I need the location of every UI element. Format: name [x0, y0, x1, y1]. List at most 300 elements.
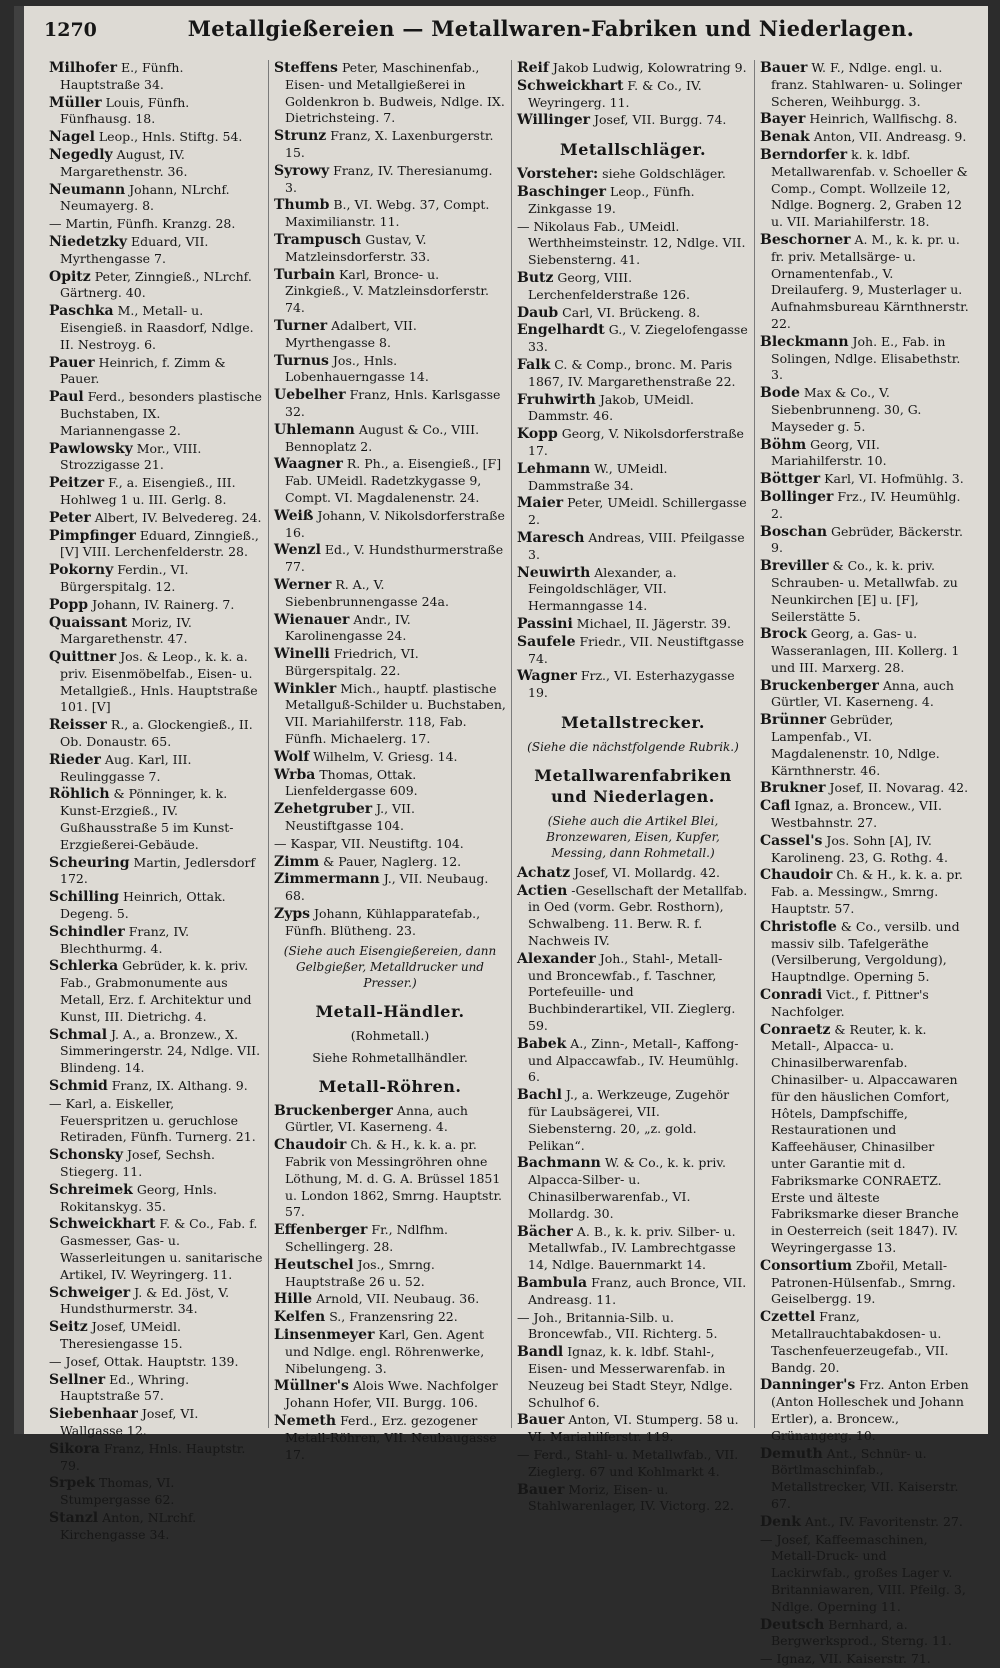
entry-details: — Kaspar, VII. Neustiftg. 104.	[274, 835, 464, 851]
directory-entry	[49, 475, 263, 509]
entry-details: R. A., V. Siebenbrunnengasse 24a.	[285, 576, 449, 609]
directory-entry	[49, 1475, 263, 1509]
directory-entry	[760, 867, 969, 917]
entry-name: Reisser	[49, 717, 107, 734]
directory-entry	[49, 355, 263, 389]
entry-name: Pawlowsky	[49, 440, 133, 457]
directory-entry	[760, 1258, 969, 1308]
entry-name: Winelli	[274, 646, 330, 663]
entry-details: Ignaz, k. k. ldbf. Stahl-, Eisen- und Messerwarenfab. in Neuzeug bei Stadt Steyr, Ndlge. Schulhof 6.	[528, 1344, 733, 1410]
directory-entry	[760, 437, 969, 471]
directory-entry	[274, 871, 506, 905]
entry-name: Czettel	[760, 1309, 816, 1326]
directory-entry	[517, 219, 749, 269]
entry-name: Quittner	[49, 649, 117, 666]
directory-entry	[49, 1078, 263, 1095]
directory-entry	[274, 232, 506, 266]
directory-entry	[49, 889, 263, 923]
entry-details: — Ferd., Stahl- u. Metallwfab., VII. Zieglerg. 67 und Kohlmarkt 4.	[517, 1446, 739, 1479]
directory-entry	[760, 1377, 969, 1444]
entry-name: Daub	[517, 304, 559, 321]
entry-name: Turbain	[274, 266, 336, 283]
directory-entry	[517, 565, 749, 615]
directory-entry	[274, 197, 506, 231]
entry-name: Falk	[517, 356, 551, 373]
entry-name: Srpek	[49, 1475, 95, 1492]
entry-details: Martin, Jedlersdorf 172.	[60, 854, 256, 887]
column-3	[512, 60, 755, 1514]
entry-details: Johann, NLrchf. Neumayerg. 8.	[60, 181, 230, 214]
entry-name: Breviller	[760, 558, 829, 575]
entry-name: Demuth	[760, 1445, 823, 1462]
directory-entry	[760, 232, 969, 333]
entry-name: Schreimek	[49, 1181, 133, 1198]
entry-details: Johann, V. Nikolsdorferstraße 16.	[285, 507, 505, 540]
entry-name: Weiß	[274, 507, 314, 524]
entry-name: Brünner	[760, 712, 827, 729]
entry-name: Sellner	[49, 1371, 106, 1388]
directory-entry	[760, 678, 969, 712]
directory-entry	[49, 510, 263, 527]
entry-details: Wilhelm, V. Griesg. 14.	[313, 748, 458, 764]
directory-entry	[49, 1147, 263, 1181]
directory-entry	[760, 626, 969, 676]
entry-name: Deutsch	[760, 1616, 825, 1633]
entry-details: Heinrich, f. Zimm & Pauer.	[60, 354, 226, 387]
directory-entry	[517, 112, 749, 129]
entry-details: Josef, VI. Mollardg. 42.	[574, 864, 721, 880]
entry-name: Achatz	[517, 864, 571, 881]
entry-details: — Josef, Ottak. Hauptstr. 139.	[49, 1353, 239, 1369]
entry-name: Bruckenberger	[274, 1102, 393, 1119]
entry-name: Zehetgruber	[274, 801, 373, 818]
directory-entry	[274, 681, 506, 748]
section-heading-metallwaren: Metallwarenfabriken und Niederlagen.	[534, 765, 732, 806]
directory-entry	[274, 836, 506, 853]
entry-details: Adalbert, VII. Myrthengasse 8.	[285, 317, 417, 350]
entry-name: Milhofer	[49, 60, 117, 76]
entry-details: Peter, Zinngieß., NLrchf. Gärtnerg. 40.	[60, 268, 252, 301]
entry-details: siehe Goldschläger.	[602, 166, 726, 182]
entry-details: Louis, Fünfh. Fünfhausg. 18.	[60, 94, 190, 127]
directory-entry	[517, 184, 749, 218]
entry-name: Bayer	[760, 111, 806, 128]
entry-details: Peter, UMeidl. Schillergasse 2.	[528, 495, 747, 528]
entry-name: Bauer	[517, 1481, 565, 1498]
entry-name: Opitz	[49, 268, 91, 285]
entry-details: Thomas, VI. Stumpergasse 62.	[60, 1475, 175, 1508]
entry-details: Franz, auch Bronce, VII. Andreasg. 11.	[528, 1275, 747, 1307]
entry-details: Carl, VI. Brückeng. 8.	[562, 304, 701, 320]
entry-name: Schmal	[49, 1026, 108, 1043]
directory-entry	[274, 906, 506, 940]
entry-details: Ant., IV. Favoritenstr. 27.	[804, 1513, 963, 1529]
entry-details: Eduard, VII. Myrthengasse 7.	[60, 233, 209, 266]
entry-details: Bernhard, a. Bergwerksprod., Sterng. 11.	[771, 1616, 952, 1649]
entry-details: M., Metall- u. Eisengieß. in Raasdorf, Ndlge. II. Nestroyg. 6.	[60, 303, 254, 352]
entry-name: Babek	[517, 1035, 567, 1052]
entry-name: Nemeth	[274, 1412, 337, 1429]
entry-details: Gebrüder, k. k. priv. Fab., Grabmonumente aus Metall, Erz. f. Architektur und Kunst, III. Dietrichg. 4.	[60, 958, 252, 1024]
directory-entry	[49, 1096, 263, 1146]
directory-entry	[760, 1617, 969, 1651]
see-also-note: (Siehe auch Eisengießereien, dann Gelbgießer, Metalldrucker und Presser.)	[283, 943, 497, 990]
directory-entry	[49, 649, 263, 716]
entry-details: Anna, auch Gürtler, VI. Kaserneng. 4.	[285, 1102, 468, 1135]
entry-name: Schmid	[49, 1078, 108, 1095]
entry-name: Cassel's	[760, 832, 823, 849]
entry-details: -Gesellschaft der Metallfab. in Oed (vorm. Gebr. Rosthorn), Schwalbeng. 11. Berw. R. f. Nachweis IV.	[528, 882, 748, 949]
entry-details: F., a. Eisengieß., III. Hohlweg 1 u. III. Gerlg. 8.	[60, 475, 236, 507]
entry-details: Ferd., Erz. gezogener Metall-Röhren, VII. Neubaugasse 17.	[285, 1412, 497, 1462]
entry-name: Zyps	[274, 906, 311, 923]
entry-details: Ed., Whring. Hauptstraße 57.	[60, 1371, 190, 1404]
directory-entry	[274, 767, 506, 801]
entry-details: Ch. & H., k. k. a. pr. Fab. a. Messingw., Smrng. Hauptstr. 57.	[771, 867, 963, 917]
entry-details: Frz., IV. Heumühlg. 2.	[771, 488, 961, 521]
directory-entry	[760, 334, 969, 384]
entry-name: Schindler	[49, 923, 125, 940]
directory-entry	[49, 615, 263, 649]
entry-details: Leop., Hnls. Stiftg. 54.	[98, 129, 243, 145]
directory-entry	[274, 353, 506, 387]
entry-details: Aug. Karl, III. Reulinggasse 7.	[60, 751, 192, 784]
entry-details: Ed., V. Hundsthurmerstraße 77.	[285, 542, 504, 575]
entry-name: Saufele	[517, 633, 576, 650]
directory-entry	[517, 166, 749, 183]
directory-entry	[517, 1310, 749, 1344]
entry-name: Bleckmann	[760, 333, 849, 350]
entry-name: Benak	[760, 129, 810, 146]
entry-details: Gebrüder, Lampenfab., VI. Magdalenenstr. 10, Ndlge. Kärnthnerstr. 46.	[771, 712, 940, 778]
entry-name: Berndorfer	[760, 146, 848, 163]
entry-details: W., UMeidl. Dammstraße 34.	[528, 460, 668, 493]
entry-details: Ignaz, a. Broncew., VII. Westbahnstr. 27.	[771, 798, 942, 831]
directory-entry	[274, 318, 506, 352]
directory-entry	[274, 577, 506, 611]
entry-details: Vict., f. Pittner's Nachfolger.	[771, 987, 929, 1019]
section-heading-metall-roehren: Metall-Röhren.	[318, 1076, 462, 1096]
entry-name: Negedly	[49, 146, 113, 163]
directory-entry	[274, 1413, 506, 1463]
entry-name: Maier	[517, 495, 564, 512]
entry-details: Leop., Fünfh. Zinkgasse 19.	[528, 183, 695, 216]
entry-details: Ch. & H., k. k. a. pr. Fabrik von Messingröhren ohne Löthung, M. d. G. A. Brüssel 1851 u. London 1862, Smrng. Hauptstr. 57.	[285, 1137, 503, 1220]
directory-entry	[517, 1482, 749, 1516]
entry-name: Sikora	[49, 1440, 100, 1457]
entry-name: Werner	[274, 576, 332, 593]
directory-entry	[760, 147, 969, 231]
entry-name: Rieder	[49, 751, 101, 768]
entry-details: Zbořil, Metall-Patronen-Hülsenfab., Smrng. Geiselbergg. 19.	[771, 1257, 956, 1307]
entry-details: Moriz, IV. Margarethenstr. 47.	[60, 614, 192, 647]
entry-name: Paul	[49, 389, 84, 406]
directory-entry	[517, 1036, 749, 1086]
directory-entry	[517, 305, 749, 322]
running-title: Metallgießereien — Metallwaren-Fabriken und Niederlagen.	[187, 16, 915, 41]
directory-entry	[760, 524, 969, 558]
entry-name: Schlerka	[49, 958, 119, 975]
entry-details: Fr., Ndlfhm. Schellingerg. 28.	[285, 1222, 449, 1255]
entry-details: Heinrich, Ottak. Degeng. 5.	[60, 889, 226, 922]
directory-entry	[517, 951, 749, 1035]
directory-entry	[760, 60, 969, 110]
entry-details: Georg, VII. Mariahilferstr. 10.	[771, 436, 887, 469]
directory-entry	[274, 60, 506, 127]
entry-details: Jakob, UMeidl. Dammstr. 46.	[528, 391, 695, 424]
directory-entry	[274, 163, 506, 197]
directory-entry	[49, 1216, 263, 1283]
directory-entry	[49, 1510, 263, 1544]
entry-name: Neumann	[49, 181, 126, 198]
entry-name: Peter	[49, 509, 91, 526]
entry-name: Maresch	[517, 529, 585, 546]
entry-details: Frz., VI. Esterhazygasse 19.	[528, 668, 735, 701]
entry-details: August, IV. Margarethenstr. 36.	[60, 146, 188, 179]
entry-name: Waagner	[274, 456, 343, 473]
directory-entry	[274, 1257, 506, 1291]
column-4	[755, 60, 974, 1667]
entry-name: Engelhardt	[517, 322, 605, 339]
directory-entry	[517, 270, 749, 304]
directory-entry	[49, 216, 263, 233]
directory-entry	[274, 1378, 506, 1412]
entry-details: Joh. E., Fab. in Solingen, Ndlge. Elisabethstr. 3.	[771, 333, 961, 383]
entry-name: Wrba	[274, 766, 316, 783]
directory-entry	[760, 471, 969, 488]
entry-details: Ferdin., VI. Bürgerspitalg. 12.	[60, 562, 189, 594]
entry-details: Jos. Sohn [A], IV. Karolineng. 23, G. Rothg. 4.	[771, 832, 948, 865]
directory-entry	[49, 752, 263, 786]
see-also-note: (Siehe die nächstfolgende Rubrik.)	[527, 739, 739, 754]
entry-details: Karl, Gen. Agent und Ndlge. engl. Röhrenwerke, Nibelungeng. 3.	[285, 1327, 485, 1376]
directory-entry	[760, 919, 969, 986]
entry-details: Friedrich, VI. Bürgerspitalg. 22.	[285, 646, 419, 678]
entry-details: August & Co., VIII. Bennoplatz 2.	[285, 421, 480, 454]
entry-name: Seitz	[49, 1319, 88, 1336]
entry-name: Chaudoir	[760, 867, 833, 884]
entry-name: Bode	[760, 385, 800, 402]
directory-entry	[517, 461, 749, 495]
directory-entry	[760, 385, 969, 435]
directory-entry	[274, 542, 506, 576]
directory-entry	[274, 456, 506, 506]
directory-entry	[760, 1514, 969, 1531]
entry-details: Franz, Metallrauchtabakdosen- u. Taschenfeuerzeugefab., VII. Bandg. 20.	[771, 1309, 949, 1375]
entry-details: Josef, Sechsh. Stiegerg. 11.	[60, 1147, 215, 1179]
entry-details: Arnold, VII. Neubaug. 36.	[316, 1291, 480, 1307]
directory-entry	[760, 489, 969, 523]
entry-details: & Pönninger, k. k. Kunst-Erzgieß., IV. Gußhausstraße 5 im Kunst-Erzgießerei-Gebäude.	[60, 786, 234, 852]
entry-details: Mor., VIII. Strozzigasse 21.	[60, 440, 202, 473]
entry-details: J., VII. Neubaug. 68.	[285, 871, 489, 904]
entry-name: Actien	[517, 882, 568, 899]
entry-name: Quaissant	[49, 614, 128, 631]
directory-page	[14, 6, 988, 1667]
entry-name: Lehmann	[517, 460, 591, 477]
section-heading-metallstrecker: Metallstrecker.	[561, 712, 705, 732]
entry-name: Böttger	[760, 471, 821, 488]
directory-entry	[760, 798, 969, 832]
entry-name: Wagner	[517, 668, 577, 685]
directory-entry	[760, 111, 969, 128]
entry-details: Gustav, V. Matzleinsdorferstr. 33.	[285, 231, 431, 264]
entry-details: Johann, Kühlapparatefab., Fünfh. Blütheng. 23.	[285, 906, 481, 938]
entry-name: Müllner's	[274, 1378, 349, 1395]
entry-name: Butz	[517, 269, 554, 286]
entry-name: Linsenmeyer	[274, 1327, 375, 1343]
directory-entry	[517, 357, 749, 391]
entry-details: B., VI. Webg. 37, Compt. Maximilianstr. 11.	[285, 197, 490, 230]
entry-details: R. Ph., a. Eisengieß., [F] Fab. UMeidl. Radetzkygasse 9, Compt. VI. Magdalenenstr. 24.	[285, 456, 502, 505]
directory-entry	[274, 1309, 506, 1326]
directory-entry	[760, 1651, 969, 1668]
directory-entry	[49, 269, 263, 303]
entry-details: Franz, IX. Althang. 9.	[111, 1078, 248, 1094]
entry-name: Bruckenberger	[760, 677, 879, 694]
entry-name: Kopp	[517, 426, 558, 443]
entry-details: Anton, VI. Stumperg. 58 u. VI. Mariahilferstr. 119.	[528, 1412, 739, 1445]
entry-details: Eduard, Zinngieß., [V] VIII. Lerchenfelderstr. 28.	[60, 527, 259, 560]
entry-details: J. & Ed. Jöst, V. Hundsthurmerstr. 34.	[60, 1284, 230, 1317]
entry-details: Gebrüder, Bäckerstr. 9.	[771, 523, 963, 556]
section-subheading: (Rohmetall.)	[350, 1027, 430, 1043]
directory-entry	[49, 855, 263, 889]
directory-entry	[49, 597, 263, 614]
directory-entry	[49, 129, 263, 146]
directory-entry	[49, 924, 263, 958]
entry-details: Georg, Hnls. Rokitanskyg. 35.	[60, 1181, 217, 1214]
directory-entry	[274, 128, 506, 162]
entry-details: Andr., IV. Karolinengasse 24.	[285, 611, 411, 644]
entry-details: W. F., Ndlge. engl. u. franz. Stahlwaren- u. Solinger Scheren, Weihburgg. 3.	[771, 60, 963, 109]
directory-entry	[49, 303, 263, 353]
directory-entry	[274, 749, 506, 766]
entry-details: A., Zinn-, Metall-, Kaffong- und Alpaccawfab., IV. Heumühlg. 6.	[528, 1035, 739, 1085]
entry-name: Trampusch	[274, 231, 362, 248]
entry-details: Josef, II. Novarag. 42.	[829, 780, 969, 796]
entry-name: Stanzl	[49, 1509, 99, 1526]
directory-entry	[517, 1344, 749, 1411]
directory-entry	[517, 78, 749, 112]
entry-name: Bächer	[517, 1223, 573, 1240]
entry-name: Schweickhart	[49, 1216, 156, 1233]
entry-name: Denk	[760, 1513, 801, 1530]
directory-entry	[49, 1182, 263, 1216]
entry-details: E., Fünfh. Hauptstraße 34.	[60, 60, 184, 92]
entry-name: Neuwirth	[517, 564, 591, 581]
directory-entry	[274, 267, 506, 317]
directory-entry	[517, 883, 749, 950]
directory-entry	[274, 854, 506, 871]
directory-entry	[274, 801, 506, 835]
directory-entry	[517, 668, 749, 702]
directory-entry	[49, 1354, 263, 1371]
entry-name: Brukner	[760, 780, 826, 797]
directory-entry	[517, 322, 749, 356]
entry-name: Pauer	[49, 354, 95, 371]
entry-name: Syrowy	[274, 162, 330, 179]
entry-name: Bollinger	[760, 488, 834, 505]
entry-details: R., a. Glockengieß., II. Ob. Donaustr. 65.	[60, 717, 253, 750]
directory-entry	[49, 1406, 263, 1440]
directory-entry	[274, 508, 506, 542]
directory-entry	[760, 833, 969, 867]
directory-entry	[274, 387, 506, 421]
entry-details: — Joh., Britannia-Silb. u. Broncewfab., VII. Richterg. 5.	[517, 1309, 718, 1342]
entry-details: Heinrich, Wallfischg. 8.	[809, 111, 958, 127]
entry-name: Conradi	[760, 987, 823, 1004]
entry-details: Moriz, Eisen- u. Stahlwarenlager, IV. Victorg. 22.	[528, 1481, 734, 1514]
entry-name: Pokorny	[49, 562, 114, 579]
directory-entry	[517, 1447, 749, 1481]
entry-details: Ant., Schnür- u. Börtlmaschinfab., Metallstrecker, VII. Kaiserstr. 67.	[771, 1445, 959, 1511]
directory-entry	[49, 182, 263, 216]
entry-details: Alois Wwe. Nachfolger Johann Hofer, VII. Burgg. 106.	[285, 1378, 498, 1411]
directory-entry	[517, 1087, 749, 1154]
directory-entry	[274, 1327, 506, 1377]
entry-name: Alexander	[517, 950, 596, 967]
entry-name: Zimmermann	[274, 871, 380, 888]
directory-entry	[49, 1285, 263, 1319]
entry-name: Beschorner	[760, 231, 851, 248]
entry-name: Schonsky	[49, 1147, 124, 1164]
column-1	[44, 60, 269, 1542]
directory-entry	[274, 612, 506, 646]
entry-name: Turnus	[274, 352, 329, 369]
entry-details: Franz, Hnls. Hauptstr. 79.	[60, 1440, 246, 1473]
directory-entry	[274, 1222, 506, 1256]
directory-entry	[760, 1309, 969, 1376]
entry-name: Scheuring	[49, 854, 130, 871]
columns	[44, 60, 974, 1667]
entry-name: Strunz	[274, 128, 327, 145]
entry-name: Röhlich	[49, 786, 110, 803]
entry-details: Karl, Bronce- u. Zinkgieß., V. Matzleinsdorferstr. 74.	[285, 266, 489, 316]
entry-details: Andreas, VIII. Pfeilgasse 3.	[528, 529, 745, 562]
entry-details: Anton, VII. Andreasg. 9.	[813, 129, 967, 145]
entry-details: — Karl, a. Eiskeller, Feuerspritzen u. geruchlose Retiraden, Fünfh. Turnerg. 21.	[49, 1095, 256, 1145]
directory-entry	[760, 1022, 969, 1257]
entry-details: Georg, VIII. Lerchenfelderstraße 126.	[528, 269, 690, 302]
directory-entry	[760, 712, 969, 779]
directory-entry	[517, 495, 749, 529]
entry-name: Conraetz	[760, 1021, 831, 1038]
entry-details: Josef, UMeidl. Theresiengasse 15.	[60, 1319, 183, 1351]
entry-details: Jos. & Leop., k. k. a. priv. Eisenmöbelfab., Eisen- u. Metallgieß., Hnls. Hauptstraße 101. [V]	[60, 649, 258, 715]
entry-details: W. & Co., k. k. priv. Alpacca-Silber- u. Chinasilberwarenfab., VI. Mollardg. 30.	[528, 1155, 726, 1221]
directory-entry	[760, 780, 969, 797]
entry-details: — Ignaz, VII. Kaiserstr. 71.	[760, 1651, 931, 1667]
entry-name: Uebelher	[274, 387, 346, 404]
directory-entry	[517, 426, 749, 460]
entry-name: Bachmann	[517, 1155, 601, 1172]
entry-name: Bambula	[517, 1275, 588, 1292]
directory-entry	[49, 958, 263, 1025]
entry-name: Schweiger	[49, 1284, 131, 1301]
entry-name: Vorsteher:	[517, 166, 599, 183]
directory-entry	[49, 562, 263, 596]
directory-entry	[49, 95, 263, 129]
entry-name: Winkler	[274, 680, 337, 697]
directory-entry	[49, 234, 263, 268]
section-heading-metall-haendler: Metall-Händler.	[315, 1001, 465, 1021]
entry-name: Bauer	[517, 1412, 565, 1429]
column-2	[269, 60, 512, 1462]
entry-details: — Josef, Kaffeemaschinen, Metall-Druck- und Lackirwfab., großes Lager v. Britanniawaren, VIII. Pfeilg. 3, Ndlge. Operning 11.	[760, 1531, 966, 1614]
directory-entry	[274, 1103, 506, 1137]
entry-details: Franz, X. Laxenburgerstr. 15.	[285, 128, 494, 160]
